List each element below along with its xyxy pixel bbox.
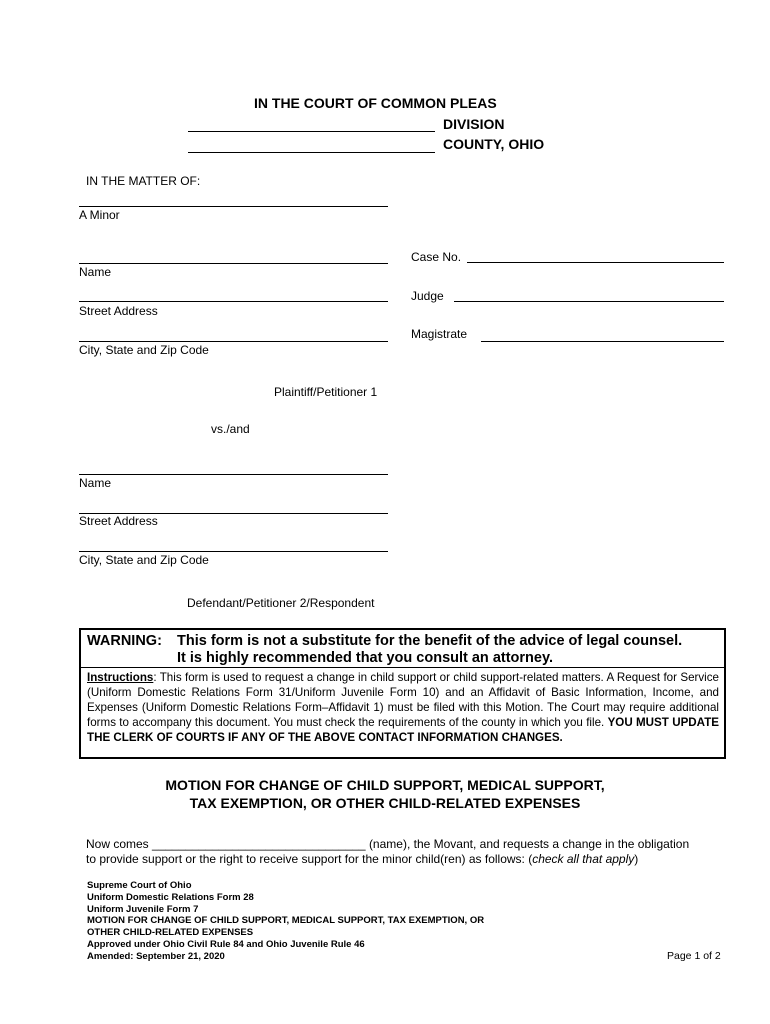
minor-label: A Minor bbox=[79, 208, 120, 222]
footer-line: OTHER CHILD-RELATED EXPENSES bbox=[87, 927, 254, 939]
defendant-city-field[interactable] bbox=[79, 535, 388, 552]
division-field[interactable] bbox=[188, 115, 435, 132]
matter-of-label: IN THE MATTER OF: bbox=[86, 174, 201, 188]
court-title: IN THE COURT OF COMMON PLEAS bbox=[254, 95, 497, 111]
motion-body-line2 bbox=[86, 852, 638, 866]
movant-name-field[interactable]: ________________________________ bbox=[152, 837, 366, 851]
motion-title-line1: MOTION FOR CHANGE OF CHILD SUPPORT, MEDICAL SUPPORT, bbox=[165, 777, 605, 793]
instructions-label: Instructions bbox=[87, 671, 154, 684]
instructions-text: : This form is used to request a change in child support or child support-related matters. A Request for Service (Uniform Domestic Relations Form 31/Uniform Juvenile Form 10) and an Affidavit of Basic Information, Income, and Expenses (Uniform Domestic Relations Form–Affidavit 1) must be filed with this Motion. The Court may require additional forms to accompany this document. You must check the requirements of the county in which you file. bbox=[87, 671, 719, 729]
warning-text-1: This form is not a substitute for the benefit of the advice of legal counsel. bbox=[177, 633, 683, 649]
warning-text-2: It is highly recommended that you consult an attorney. bbox=[177, 650, 553, 666]
plaintiff-city-label: City, State and Zip Code bbox=[79, 343, 209, 357]
plaintiff-name-label: Name bbox=[79, 265, 112, 279]
motion-body-line1 bbox=[86, 837, 689, 851]
warning-divider bbox=[81, 667, 724, 668]
footer-line: Approved under Ohio Civil Rule 84 and Ohio Juvenile Rule 46 bbox=[87, 938, 365, 950]
minor-name-field[interactable] bbox=[79, 190, 388, 207]
judge-field[interactable] bbox=[454, 285, 724, 302]
plaintiff-role: Plaintiff/Petitioner 1 bbox=[274, 385, 378, 399]
county-field[interactable] bbox=[188, 136, 435, 153]
footer-line: Uniform Juvenile Form 7 bbox=[87, 903, 199, 915]
warning-line1 bbox=[87, 632, 682, 650]
division-label: DIVISION bbox=[443, 116, 505, 132]
motion-title-line2: TAX EXEMPTION, OR OTHER CHILD-RELATED EXPENSES bbox=[189, 795, 581, 811]
judge-label: Judge bbox=[411, 289, 444, 303]
plaintiff-street-label: Street Address bbox=[79, 304, 158, 318]
plaintiff-name-field[interactable] bbox=[79, 247, 388, 264]
footer-line: Uniform Domestic Relations Form 28 bbox=[87, 891, 254, 903]
defendant-name-field[interactable] bbox=[79, 458, 388, 475]
footer-line: Amended: September 21, 2020 bbox=[87, 950, 225, 962]
case-no-field[interactable] bbox=[467, 246, 724, 263]
page-number: Page 1 of 2 bbox=[667, 950, 721, 962]
defendant-role: Defendant/Petitioner 2/Respondent bbox=[187, 596, 375, 610]
instructions-paragraph bbox=[87, 670, 719, 745]
warning-label: WARNING: bbox=[87, 633, 162, 649]
plaintiff-city-field[interactable] bbox=[79, 325, 388, 342]
defendant-street-label: Street Address bbox=[79, 514, 158, 528]
line2-text: to provide support or the right to receive support for the minor child(ren) as follows: ( bbox=[86, 852, 533, 866]
line2-end: ) bbox=[634, 852, 639, 866]
after-name-text: (name), the Movant, and requests a change in the obligation bbox=[368, 837, 690, 851]
check-all-note: check all that apply bbox=[532, 852, 635, 866]
defendant-name-label: Name bbox=[79, 476, 112, 490]
plaintiff-street-field[interactable] bbox=[79, 285, 388, 302]
form-footer bbox=[87, 880, 484, 963]
county-label: COUNTY, OHIO bbox=[443, 136, 545, 152]
footer-line: Supreme Court of Ohio bbox=[87, 880, 192, 891]
defendant-street-field[interactable] bbox=[79, 497, 388, 514]
vs-and-label: vs./and bbox=[211, 422, 250, 436]
now-comes-label: Now comes bbox=[86, 837, 149, 851]
defendant-city-label: City, State and Zip Code bbox=[79, 553, 209, 567]
magistrate-field[interactable] bbox=[481, 325, 724, 342]
case-no-label: Case No. bbox=[411, 250, 462, 264]
instructions-bold: YOU MUST UPDATE THE CLERK OF COURTS IF ANY OF THE ABOVE CONTACT INFORMATION CHANGES. bbox=[87, 716, 720, 744]
warning-box bbox=[79, 628, 726, 759]
magistrate-label: Magistrate bbox=[411, 327, 468, 341]
footer-line: MOTION FOR CHANGE OF CHILD SUPPORT, MEDICAL SUPPORT, TAX EXEMPTION, OR bbox=[87, 915, 485, 927]
